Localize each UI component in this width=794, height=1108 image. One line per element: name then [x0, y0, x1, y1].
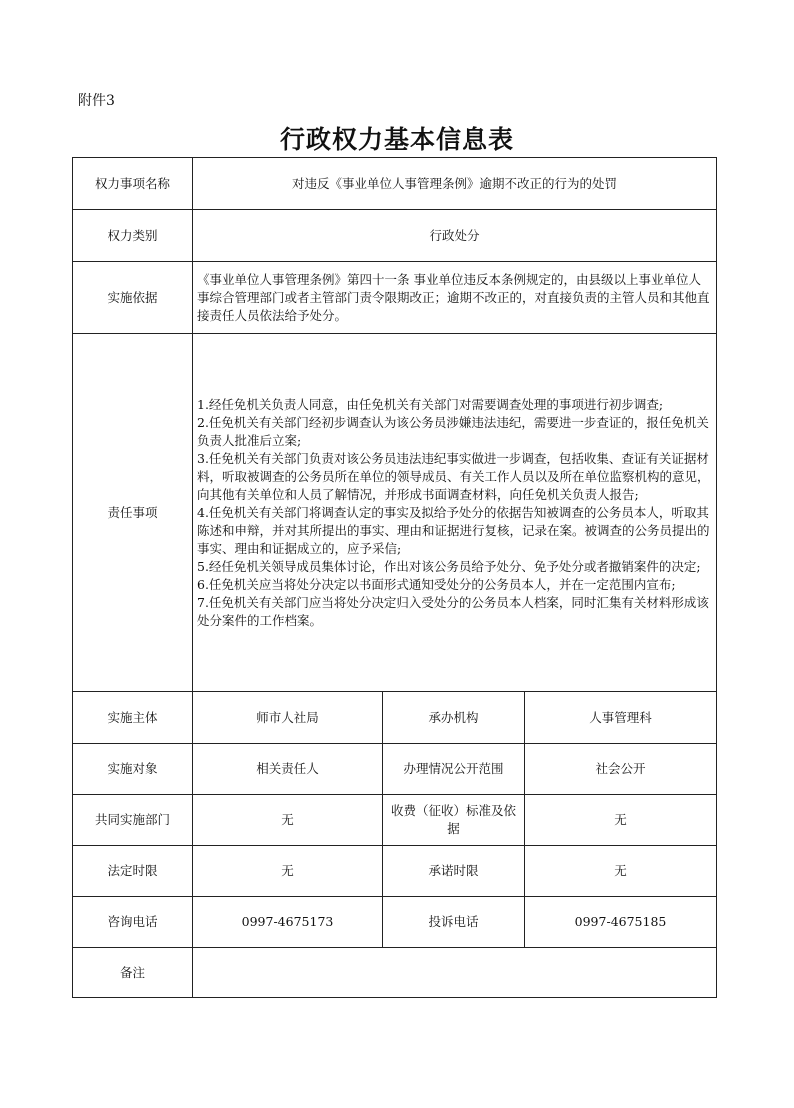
row-limit: [73, 846, 717, 897]
label-fee: 收费（征收）标准及依据: [383, 795, 525, 846]
value-subject: 师市人社局: [193, 692, 383, 744]
value-name: 对违反《事业单位人事管理条例》逾期不改正的行为的处罚: [193, 158, 717, 210]
row-remark: [73, 948, 717, 998]
duty-item: 3.任免机关有关部门负责对该公务员违法违纪事实做进一步调查，包括收集、查证有关证据材料，听取被调查的公务员所在单位的领导成员、有关工作人员以及所在单位监察机构的意见，向其他有关单位和人员了解情况，并形成书面调查材料，向任免机关负责人报告;: [197, 450, 710, 502]
value-remark: [193, 948, 717, 998]
value-duties: [193, 334, 717, 692]
value-promise-limit: 无: [525, 846, 717, 897]
label-duties: 责任事项: [73, 334, 193, 692]
label-legal-limit: 法定时限: [73, 846, 193, 897]
row-category: [73, 210, 717, 262]
row-basis: [73, 262, 717, 334]
value-legal-limit: 无: [193, 846, 383, 897]
row-name: [73, 158, 717, 210]
label-joint: 共同实施部门: [73, 795, 193, 846]
duty-item: 5.经任免机关领导成员集体讨论，作出对该公务员给予处分、免予处分或者撤销案件的决定;: [197, 558, 701, 574]
row-target: [73, 744, 717, 795]
duty-item: 4.任免机关有关部门将调查认定的事实及拟给予处分的依据告知被调查的公务员本人，听取其陈述和申辩，并对其所提出的事实、理由和证据进行复核，记录在案。被调查的公务员提出的事实、理由和证据成立的，应予采信;: [197, 504, 710, 556]
value-category: 行政处分: [193, 210, 717, 262]
row-subject: [73, 692, 717, 744]
label-subject: 实施主体: [73, 692, 193, 744]
duty-item: 1.经任免机关负责人同意，由任免机关有关部门对需要调查处理的事项进行初步调查;: [197, 396, 664, 412]
label-complaint-phone: 投诉电话: [383, 897, 525, 948]
value-joint: 无: [193, 795, 383, 846]
label-promise-limit: 承诺时限: [383, 846, 525, 897]
value-consult-phone: 0997-4675173: [193, 897, 383, 948]
page-title: 行政权力基本信息表: [279, 125, 514, 154]
label-basis: 实施依据: [73, 262, 193, 334]
row-duties: [73, 334, 717, 692]
duty-item: 6.任免机关应当将处分决定以书面形式通知受处分的公务员本人，并在一定范围内宣布;: [197, 576, 676, 592]
value-agency: 人事管理科: [525, 692, 717, 744]
row-phone: [73, 897, 717, 948]
value-disclosure: 社会公开: [525, 744, 717, 795]
label-target: 实施对象: [73, 744, 193, 795]
label-disclosure: 办理情况公开范围: [383, 744, 525, 795]
info-table: [72, 157, 717, 998]
row-joint: [73, 795, 717, 846]
attachment-label: 附件3: [78, 93, 115, 109]
value-complaint-phone: 0997-4675185: [525, 897, 717, 948]
label-name: 权力事项名称: [73, 158, 193, 210]
duty-item: 2.任免机关有关部门经初步调查认为该公务员涉嫌违法违纪，需要进一步查证的，报任免机关负责人批准后立案;: [197, 414, 709, 448]
label-category: 权力类别: [73, 210, 193, 262]
value-target: 相关责任人: [193, 744, 383, 795]
label-remark: 备注: [73, 948, 193, 998]
duty-item: 7.任免机关有关部门应当将处分决定归入受处分的公务员本人档案，同时汇集有关材料形成该处分案件的工作档案。: [197, 594, 709, 628]
label-consult-phone: 咨询电话: [73, 897, 193, 948]
value-fee: 无: [525, 795, 717, 846]
label-agency: 承办机构: [383, 692, 525, 744]
value-basis: 《事业单位人事管理条例》第四十一条 事业单位违反本条例规定的，由县级以上事业单位人事综合管理部门或者主管部门责令限期改正；逾期不改正的，对直接负责的主管人员和其他直接责任人员依法给予处分。: [193, 262, 717, 334]
